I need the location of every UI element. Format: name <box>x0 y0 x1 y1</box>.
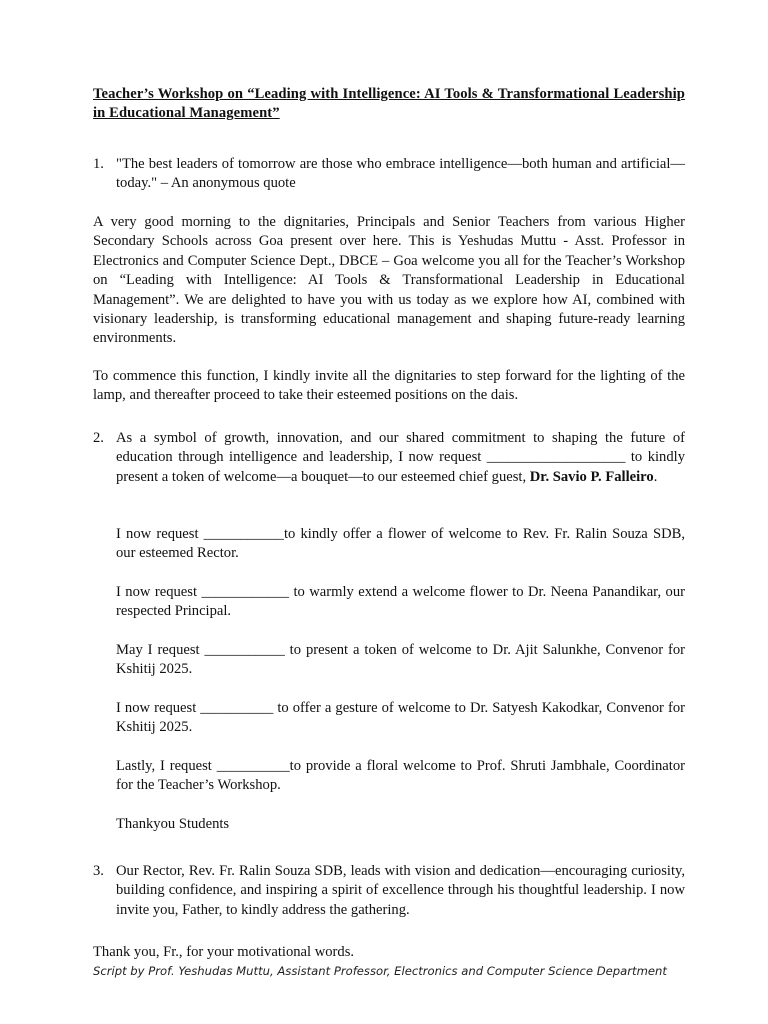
request-convenor-salunkhe: May I request ___________ to present a token of welcome to Dr. Ajit Salunkhe, Convenor for Kshitij 2025. <box>116 642 685 678</box>
request-principal: I now request ____________ to warmly extend a welcome flower to Dr. Neena Panandikar, our respected Principal. <box>116 584 685 620</box>
item-3-number: 3. <box>93 863 104 879</box>
document-title: Teacher’s Workshop on “Leading with Intelligence: AI Tools & Transformational Leadership in Educational Management” <box>93 86 685 122</box>
closing-line: Thank you, Fr., for your motivational words. <box>93 944 355 960</box>
request-convenor-kakodkar: I now request __________ to offer a gesture of welcome to Dr. Satyesh Kakodkar, Convenor for Kshitij 2025. <box>116 700 685 736</box>
item-1-number: 1. <box>93 156 104 172</box>
lamp-lighting-paragraph: To commence this function, I kindly invite all the dignitaries to step forward for the lighting of the lamp, and thereafter proceed to take their esteemed positions on the dais. <box>93 368 685 404</box>
welcome-paragraph: A very good morning to the dignitaries, Principals and Senior Teachers from various Higher Secondary Schools across Goa present over here. This is Yeshudas Muttu - Asst. Professor in Electronics and Computer Science Dept., DBCE – Goa welcome you all for the Teacher’s Workshop on “Leading with Intelligence: AI Tools & Transformational Leadership in Educational Management”. We are delighted to have you with us today as we explore how AI, combined with visionary leadership, is transforming educational management and shaping future-ready learning environments. <box>93 214 685 347</box>
chief-guest-name: Dr. Savio P. Falleiro <box>529 468 654 485</box>
item-2-number: 2. <box>93 430 104 446</box>
request-coordinator: Lastly, I request __________to provide a floral welcome to Prof. Shruti Jambhale, Coordinator for the Teacher’s Workshop. <box>116 758 685 794</box>
bouquet-request-end: . <box>653 468 658 485</box>
script-credit-footer: Script by Prof. Yeshudas Muttu, Assistant Professor, Electronics and Computer Science Department <box>93 964 667 978</box>
bouquet-request-text: As a symbol of growth, innovation, and our shared commitment to shaping the future of education through intelligence and leadership, I now request ___________________ to kindly present a token of welcome—a bouquet—to our esteemed chief guest, <box>116 430 685 485</box>
rector-address-paragraph: Our Rector, Rev. Fr. Ralin Souza SDB, leads with vision and dedication—encouraging curiosity, building confidence, and inspiring a spirit of excellence through his thoughtful leadership. I now invite you, Father, to kindly address the gathering. <box>116 863 685 918</box>
opening-quote: "The best leaders of tomorrow are those who embrace intelligence—both human and artificial—today." – An anonymous quote <box>116 156 685 192</box>
thanks-students: Thankyou Students <box>116 816 230 832</box>
request-rector: I now request ___________to kindly offer a flower of welcome to Rev. Fr. Ralin Souza SDB, our esteemed Rector. <box>116 526 685 562</box>
bouquet-request-paragraph <box>116 429 685 487</box>
